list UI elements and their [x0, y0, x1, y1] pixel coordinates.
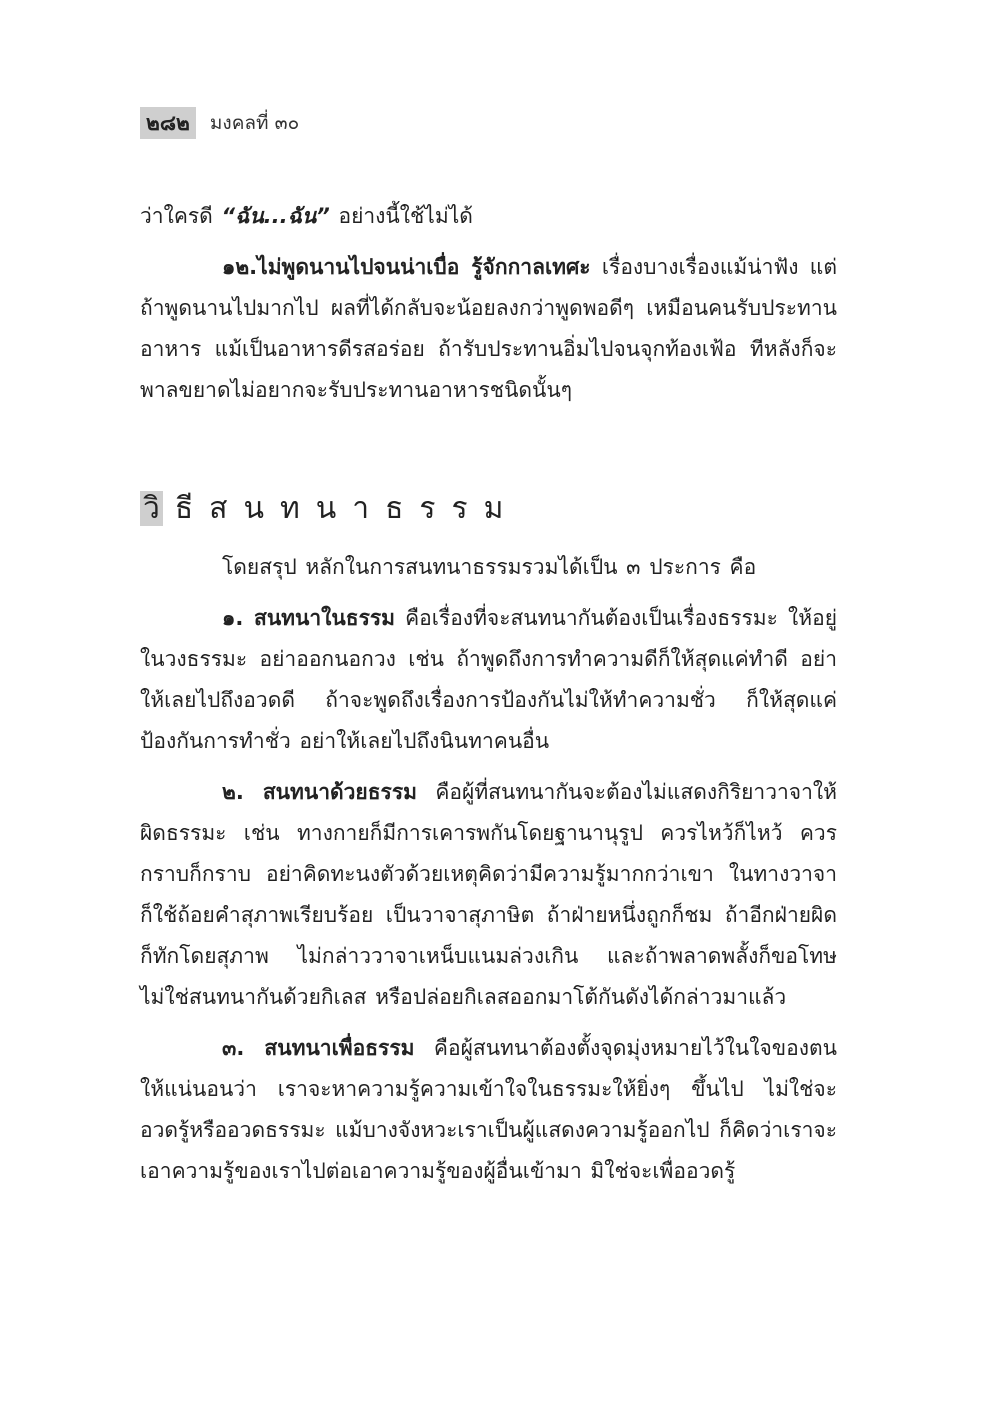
- item-3-paragraph: [140, 1028, 837, 1192]
- section-heading-first-letter: วิ: [140, 491, 163, 526]
- item-3-title: ๓. สนทนาเพื่อธรรม: [222, 1036, 415, 1060]
- item-2-paragraph: [140, 772, 837, 1018]
- item-2-title: ๒. สนทนาด้วยธรรม: [222, 780, 417, 804]
- chapter-title: มงคลที่ ๓๐: [209, 112, 300, 134]
- item-1-paragraph: [140, 598, 837, 762]
- item-2-text: คือผู้ที่สนทนากันจะต้องไม่แสดงกิริยาวาจาให้ผิดธรรมะ เช่น ทางกายก็มีการเคารพกันโดยฐานานุรูป ควรไหว้ก็ไหว้ ควรกราบก็กราบ อย่าคิดทะนงตัวด้วยเหตุคิดว่ามีความรู้มากกว่าเขา ในทางวาจา ก็ใช้ถ้อยคำสุภาพเรียบร้อย เป็นวาจาสุภาษิต ถ้าฝ่ายหนึ่งถูกก็ชม ถ้าอีกฝ่ายผิดก็ทักโดยสุภาพ ไม่กล่าววาจาเหน็บแนมล่วงเกิน และถ้าพลาดพลั้งก็ขอโทษ ไม่ใช่สนทนากันด้วยกิเลส หรือปล่อยกิเลสออกมาโต้กันดังได้กล่าวมาแล้ว: [140, 780, 838, 1009]
- point-12-title: ๑๒.ไม่พูดนานไปจนน่าเบื่อ รู้จักกาลเทศะ: [222, 255, 591, 279]
- intro-suffix: อย่างนี้ใช้ไม่ได้: [329, 204, 473, 228]
- section-heading-rest: ธีสนทนาธรรม: [174, 491, 520, 526]
- section-heading: [140, 489, 837, 529]
- item-1-text: คือเรื่องที่จะสนทนากันต้องเป็นเรื่องธรรมะ ให้อยู่ในวงธรรมะ อย่าออกนอกวง เช่น ถ้าพูดถึงการทำความดีก็ให้สุดแค่ทำดี อย่าให้เลยไปถึงอวดดี ถ้าจะพูดถึงเรื่องการป้องกันไม่ให้ทำความชั่ว ก็ให้สุดแค่ป้องกันการทำชั่ว อย่าให้เลยไปถึงนินทาคนอื่น: [140, 606, 837, 753]
- item-3-text: คือผู้สนทนาต้องตั้งจุดมุ่งหมายไว้ในใจของตน ให้แน่นอนว่า เราจะหาความรู้ความเข้าใจในธรรมะให้ยิ่งๆ ขึ้นไป ไม่ใช่จะอวดรู้หรืออวดธรรมะ แม้บางจังหวะเราเป็นผู้แสดงความรู้ออกไป ก็คิดว่าเราจะเอาความรู้ของเราไปต่อเอาความรู้ของผู้อื่นเข้ามา มิใช่จะเพื่ออวดรู้: [140, 1036, 837, 1183]
- item-1-title: ๑. สนทนาในธรรม: [222, 606, 396, 630]
- intro-prefix: ว่าใครดี: [140, 204, 222, 228]
- intro-quote: “ฉัน...ฉัน”: [221, 204, 330, 228]
- point-12-paragraph: [140, 247, 837, 411]
- page-body: [140, 196, 837, 1192]
- point-12-text: เรื่องบางเรื่องแม้น่าฟัง แต่ถ้าพูดนานไปมากไป ผลที่ได้กลับจะน้อยลงกว่าพูดพอดีๆ เหมือนคนรับประทานอาหาร แม้เป็นอาหารดีรสอร่อย ถ้ารับประทานอิ่มไปจนจุกท้องเฟ้อ ทีหลังก็จะพาลขยาดไม่อยากจะรับประทานอาหารชนิดนั้นๆ: [140, 255, 837, 402]
- page-number: ๒๘๒: [140, 107, 196, 139]
- intro-paragraph: [140, 196, 837, 237]
- page-header: [140, 106, 299, 140]
- summary-paragraph: โดยสรุป หลักในการสนทนาธรรมรวมได้เป็น ๓ ประการ คือ: [222, 555, 757, 579]
